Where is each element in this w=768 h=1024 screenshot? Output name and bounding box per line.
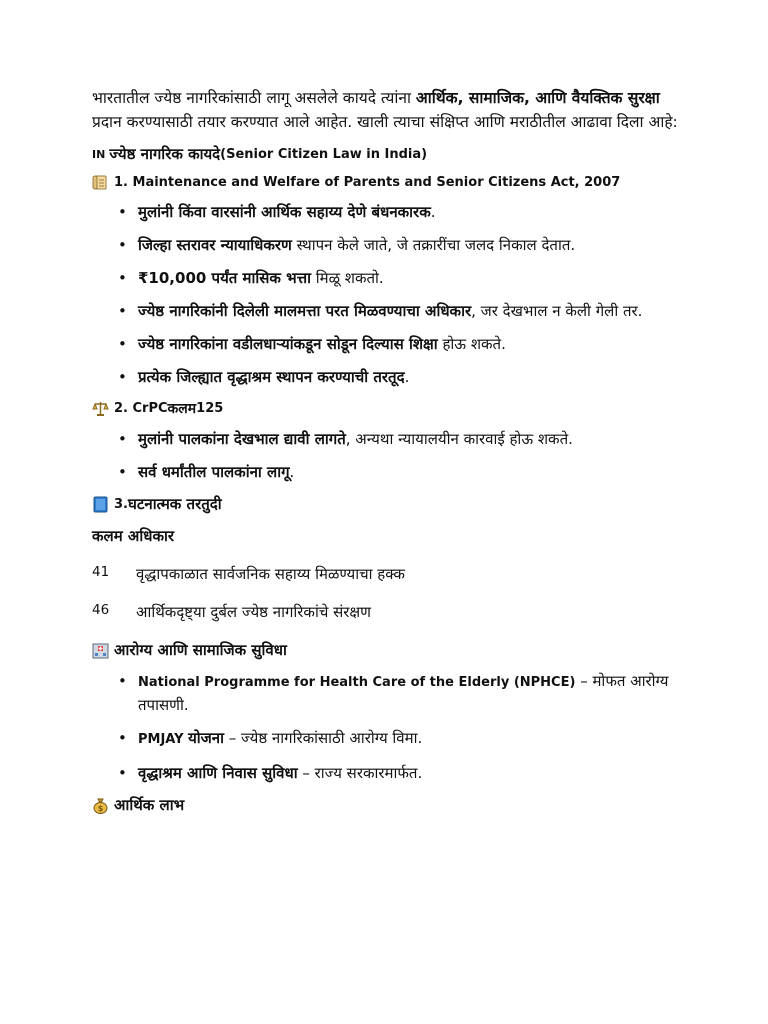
table-row: [92, 602, 682, 622]
scales-icon: [92, 400, 109, 417]
intro-bold: आर्थिक, सामाजिक, आणि वैयक्तिक सुरक्षा: [415, 89, 660, 107]
list-item: • सर्व धर्मांतील पालकांना लागू.: [122, 461, 682, 483]
list-item: • ₹10,000 पर्यंत मासिक भत्ता मिळू शकतो.: [122, 267, 682, 289]
article-number: 46: [92, 602, 110, 618]
page-title: [92, 144, 682, 164]
list-item: • ज्येष्ठ नागरिकांनी दिलेली मालमत्ता परत मिळवण्याचा अधिकार, जर देखभाल न केली गेली तर.: [122, 300, 682, 322]
section2-list: [92, 428, 682, 483]
money-bag-icon: [92, 797, 109, 814]
article-right: आर्थिकदृष्ट्या दुर्बल ज्येष्ठ नागरिकांचे संरक्षण: [136, 603, 371, 621]
section1-title: 1. Maintenance and Welfare of Parents and Senior Citizens Act, 2007: [114, 175, 621, 190]
intro-paragraph: [92, 86, 682, 134]
section3-heading: [92, 494, 682, 514]
svg-text:$: $: [97, 803, 104, 813]
title-english: (Senior Citizen Law in India): [220, 146, 428, 162]
list-item: • मुलांनी पालकांना देखभाल द्यावी लागते, अन्यथा न्यायालयीन कारवाई होऊ शकते.: [122, 428, 682, 450]
table-row: [92, 564, 682, 584]
title-prefix: IN: [92, 147, 106, 161]
section4-list: [92, 670, 682, 784]
list-item: • जिल्हा स्तरावर न्यायाधिकरण स्थापन केले जाते, जे तक्रारींचा जलद निकाल देतात.: [122, 234, 682, 256]
list-item: • मुलांनी किंवा वारसांनी आर्थिक सहाय्य देणे बंधनकारक.: [122, 201, 682, 223]
section5-heading: [92, 795, 682, 815]
list-item: • PMJAY योजना – ज्येष्ठ नागरिकांसाठी आरोग्य विमा.: [122, 727, 682, 751]
table-header: कलम अधिकार: [92, 527, 174, 545]
section2-title-en: 2. CrPC: [114, 401, 168, 416]
section1-list: [92, 201, 682, 388]
section3-title-num: 3.: [114, 496, 128, 512]
section2-title-num: 125: [196, 401, 224, 416]
list-item: • National Programme for Health Care of the Elderly (NPHCE) – मोफत आरोग्य तपासणी.: [122, 670, 682, 716]
list-item: • प्रत्येक जिल्ह्यात वृद्धाश्रम स्थापन करण्याची तरतूद.: [122, 366, 682, 388]
section3-title-mr: घटनात्मक तरतुदी: [127, 495, 222, 513]
section4-title: आरोग्य आणि सामाजिक सुविधा: [114, 641, 287, 659]
section1-heading: [92, 174, 682, 191]
section4-heading: [92, 640, 682, 660]
list-item: • वृद्धाश्रम आणि निवास सुविधा – राज्य सरकारमार्फत.: [122, 762, 682, 784]
section2-title-mr: कलम: [167, 401, 197, 417]
section2-heading: [92, 399, 682, 418]
section5-title: आर्थिक लाभ: [114, 796, 185, 814]
list-item: • ज्येष्ठ नागरिकांना वडीलधाऱ्यांकडून सोडून दिल्यास शिक्षा होऊ शकते.: [122, 333, 682, 355]
article-number: 41: [92, 564, 110, 580]
book-icon: [92, 496, 109, 513]
scroll-icon: [92, 174, 109, 191]
document-page: [92, 86, 682, 825]
article-right: वृद्धापकाळात सार्वजनिक सहाय्य मिळण्याचा हक्क: [136, 565, 405, 583]
intro-text-1: भारतातील ज्येष्ठ नागरिकांसाठी लागू असलेले कायदे त्यांना: [92, 89, 416, 107]
intro-text-2: प्रदान करण्यासाठी तयार करण्यात आले आहेत. खाली त्याचा संक्षिप्त आणि मराठीतील आढावा दिला आहे:: [92, 113, 678, 131]
hospital-icon: [92, 642, 109, 659]
title-marathi: ज्येष्ठ नागरिक कायदे: [109, 145, 221, 163]
